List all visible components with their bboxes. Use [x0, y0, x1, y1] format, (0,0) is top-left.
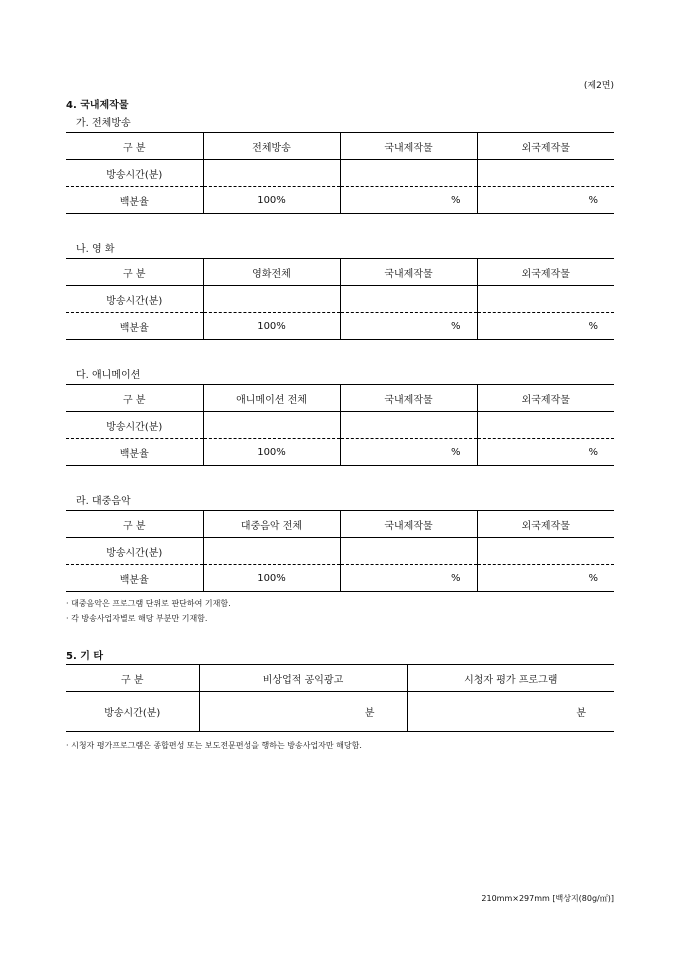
subtitle-popular-music: 라. 대중음악 — [76, 496, 131, 507]
note-broadcaster: · 각 방송사업자별로 해당 부분만 기재함. — [66, 614, 208, 623]
percent-domestic-cell[interactable]: % — [340, 313, 477, 340]
row-label-time: 방송시간(분) — [66, 538, 203, 565]
header-total: 대중음악 전체 — [203, 511, 340, 538]
note-viewer-program: · 시청자 평가프로그램은 종합편성 또는 보도전문편성을 행하는 방송사업자만 해당함. — [66, 741, 362, 750]
table-all-broadcast — [66, 132, 614, 214]
row-label-time: 방송시간(분) — [66, 160, 203, 187]
table-movies — [66, 258, 614, 340]
note-popular-music: · 대중음악은 프로그램 단위로 판단하여 기재함. — [66, 599, 231, 608]
header-total: 애니메이션 전체 — [203, 385, 340, 412]
percent-foreign-cell[interactable]: % — [477, 187, 614, 214]
subtitle-animation: 다. 애니메이션 — [76, 370, 141, 381]
percent-total: 100% — [203, 313, 340, 340]
time-domestic-cell[interactable] — [340, 286, 477, 313]
subtitle-movies: 나. 영 화 — [76, 244, 115, 255]
header-category: 구 분 — [66, 133, 203, 160]
percent-domestic-cell[interactable]: % — [340, 187, 477, 214]
table-popular-music — [66, 510, 614, 592]
paper-spec-footer: 210mm×297mm [백상지(80g/㎡)] — [481, 894, 614, 903]
header-category: 구 분 — [66, 259, 203, 286]
row-label-percent: 백분율 — [119, 196, 149, 208]
section-5-title: 5. 기 타 — [66, 651, 104, 662]
time-domestic-cell[interactable] — [340, 538, 477, 565]
public-ads-minutes-cell[interactable]: 분 — [199, 692, 407, 732]
percent-total: 100% — [203, 439, 340, 466]
time-total-cell[interactable] — [203, 538, 340, 565]
viewer-program-minutes-cell[interactable]: 분 — [407, 692, 614, 732]
row-label-percent: 백분율 — [119, 322, 149, 334]
header-public-ads: 비상업적 공익광고 — [199, 665, 407, 692]
time-total-cell[interactable] — [203, 286, 340, 313]
percent-foreign-cell[interactable]: % — [477, 565, 614, 592]
header-domestic: 국내제작물 — [340, 259, 477, 286]
percent-domestic-cell[interactable]: % — [340, 439, 477, 466]
percent-foreign-cell[interactable]: % — [477, 439, 614, 466]
subtitle-all-broadcast: 가. 전체방송 — [76, 118, 131, 129]
row-label-time: 방송시간(분) — [66, 286, 203, 313]
table-animation — [66, 384, 614, 466]
header-foreign: 외국제작물 — [477, 385, 614, 412]
row-label-percent: 백분율 — [119, 574, 149, 586]
header-domestic: 국내제작물 — [340, 511, 477, 538]
time-foreign-cell[interactable] — [477, 160, 614, 187]
time-domestic-cell[interactable] — [340, 412, 477, 439]
percent-total: 100% — [203, 187, 340, 214]
header-total: 전체방송 — [203, 133, 340, 160]
time-foreign-cell[interactable] — [477, 412, 614, 439]
section-4-title: 4. 국내제작물 — [66, 100, 129, 111]
row-label-time: 방송시간(분) — [66, 412, 203, 439]
percent-foreign-cell[interactable]: % — [477, 313, 614, 340]
header-foreign: 외국제작물 — [477, 511, 614, 538]
percent-total: 100% — [203, 565, 340, 592]
time-total-cell[interactable] — [203, 160, 340, 187]
header-domestic: 국내제작물 — [340, 133, 477, 160]
header-category: 구 분 — [66, 511, 203, 538]
header-domestic: 국내제작물 — [340, 385, 477, 412]
header-viewer-program: 시청자 평가 프로그램 — [407, 665, 614, 692]
percent-domestic-cell[interactable]: % — [340, 565, 477, 592]
time-foreign-cell[interactable] — [477, 286, 614, 313]
table-etc — [66, 664, 614, 732]
time-domestic-cell[interactable] — [340, 160, 477, 187]
header-foreign: 외국제작물 — [477, 133, 614, 160]
time-foreign-cell[interactable] — [477, 538, 614, 565]
header-category: 구 분 — [66, 665, 199, 692]
row-label-time: 방송시간(분) — [104, 708, 161, 719]
time-total-cell[interactable] — [203, 412, 340, 439]
page-number: (제2면) — [583, 81, 614, 91]
header-foreign: 외국제작물 — [477, 259, 614, 286]
row-label-percent: 백분율 — [119, 448, 149, 460]
header-total: 영화전체 — [203, 259, 340, 286]
header-category: 구 분 — [66, 385, 203, 412]
